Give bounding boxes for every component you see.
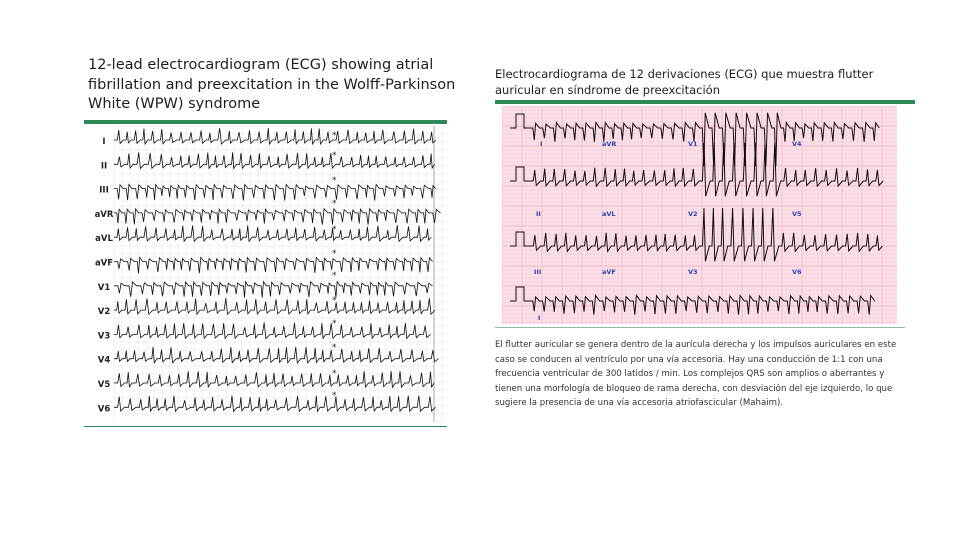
ecg-label-III: III	[534, 268, 542, 276]
left-lead-label-V5: V5	[97, 380, 111, 390]
ecg-label-aVF: aVF	[602, 268, 616, 276]
ecg-label-V6: V6	[792, 268, 802, 276]
left-asterisk-marker: *	[332, 369, 337, 379]
left-lead-label-I: I	[102, 137, 106, 147]
right-title-divider	[495, 100, 915, 104]
left-ecg-trace-V4	[114, 347, 438, 363]
left-asterisk-marker: *	[332, 199, 337, 209]
left-ecg-trace-V3	[114, 322, 431, 338]
ecg-label-II: II	[536, 210, 541, 218]
right-ecg-image	[502, 106, 897, 324]
left-lead-label-III: III	[99, 185, 109, 196]
ecg-label-V4: V4	[792, 140, 802, 148]
ecg-label-V5: V5	[792, 210, 802, 218]
left-ecg-traces	[84, 126, 447, 422]
left-asterisk-marker: *	[332, 151, 337, 161]
left-lead-label-aVL: aVL	[95, 234, 113, 245]
left-asterisk-marker: *	[332, 131, 337, 141]
left-figure-title: 12-lead electrocardiogram (ECG) showing atrial fibrillation and preexcitation in the Wolff-Parkinson White (WPW) syndrome	[88, 57, 456, 112]
left-ecg-image	[84, 126, 447, 422]
left-lead-label-II: II	[100, 161, 108, 172]
left-title-divider	[84, 120, 447, 124]
ecg-label-aVL: aVL	[602, 210, 616, 218]
left-asterisk-marker: *	[332, 225, 337, 235]
right-figure-description: El flutter auricular se genera dentro de la aurícula derecha y los impulsos auriculares en este caso se conducen al ventrículo por una vía accesoria. Hay una conducción de 1:1 con una frecuencia ventricular de 300 latidos / min. Los complejos QRS son amplios o aberrantes y tienen una morfología de bloqueo de rama derecha, con desviación del eje izquierdo, lo que sugiere la presencia de una vía accesoria atriofascicular (Mahaim).	[495, 340, 897, 408]
left-ecg-trace-aVL	[114, 225, 431, 241]
left-asterisk-marker: *	[332, 271, 337, 281]
left-ecg-trace-aVR	[114, 209, 440, 225]
ecg-label-V3: V3	[688, 268, 698, 276]
left-lead-label-aVR: aVR	[94, 209, 114, 220]
right-caption-divider	[495, 327, 905, 328]
left-lead-label-V2: V2	[97, 307, 111, 318]
ecg-label-V1: V1	[688, 140, 698, 148]
ecg-label-aVR: aVR	[602, 140, 617, 148]
left-asterisk-marker: *	[332, 343, 337, 353]
left-lead-label-V4: V4	[97, 355, 111, 366]
right-ecg-paper	[502, 106, 897, 324]
left-asterisk-marker: *	[332, 249, 337, 259]
ecg-label-rhythm: I	[538, 314, 541, 322]
left-asterisk-marker: *	[332, 176, 337, 186]
left-asterisk-marker: *	[332, 296, 337, 306]
left-lead-label-V1: V1	[97, 282, 111, 293]
right-ecg-traces	[502, 106, 897, 324]
left-bottom-divider	[84, 426, 447, 427]
left-asterisk-marker: *	[332, 391, 337, 401]
left-lead-label-aVF: aVF	[94, 258, 114, 269]
left-ecg-grid	[114, 126, 447, 422]
left-asterisk-marker: *	[332, 319, 337, 329]
right-figure-title: Electrocardiograma de 12 derivaciones (ECG) que muestra flutter auricular en síndrome de preexcitación	[495, 67, 874, 97]
ecg-label-I: I	[540, 140, 543, 148]
ecg-label-V2: V2	[688, 210, 698, 218]
left-lead-label-V6: V6	[97, 404, 111, 415]
left-lead-label-V3: V3	[97, 331, 111, 342]
